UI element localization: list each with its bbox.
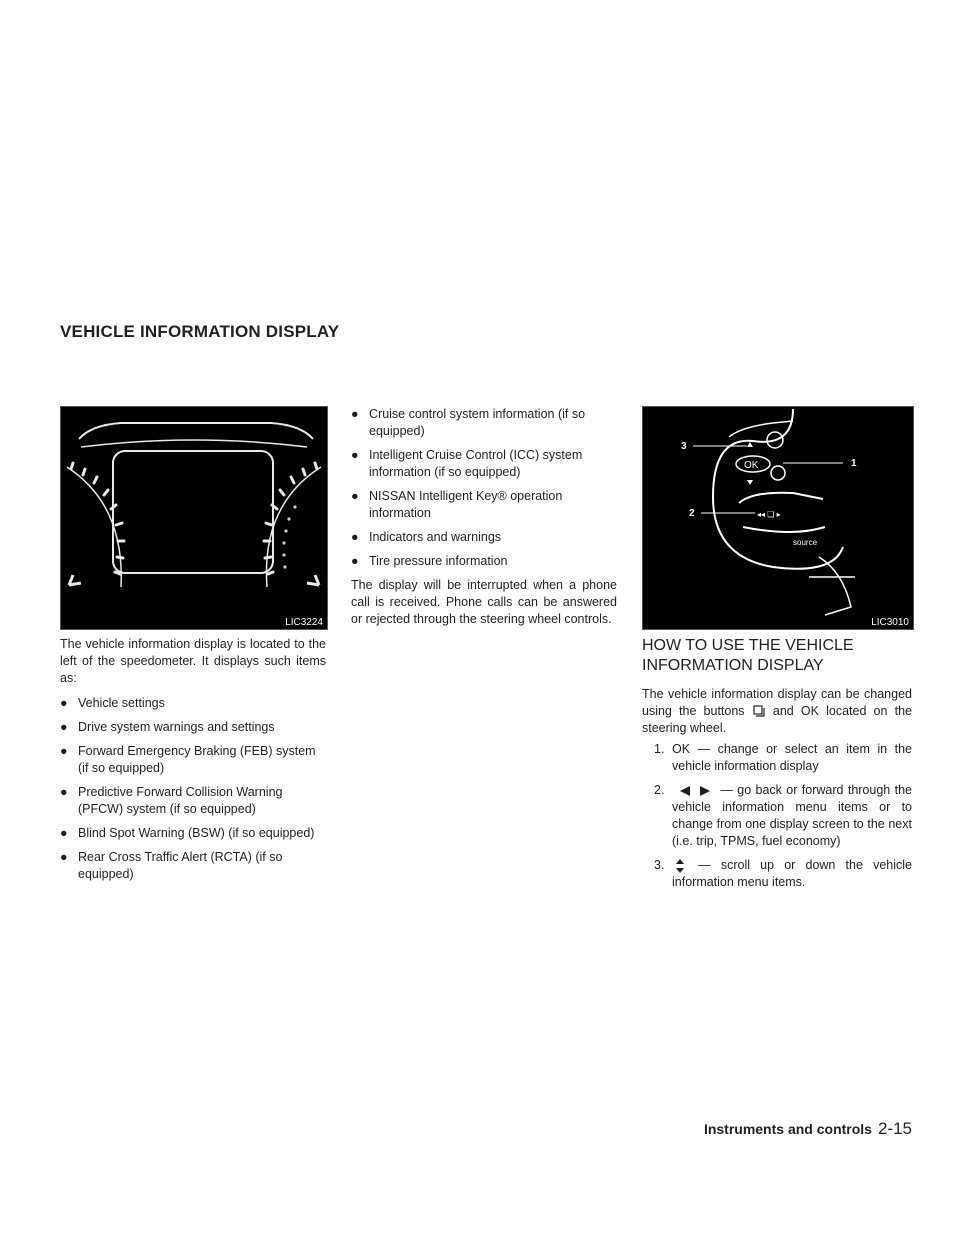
- source-button-label: source: [793, 538, 818, 547]
- instrument-cluster-illustration: [61, 407, 327, 629]
- list-item: 1. OK — change or select an item in the vehicle information display: [654, 742, 912, 773]
- list-item: ● Drive system warnings and settings: [60, 720, 275, 734]
- list-item: ● Forward Emergency Braking (FEB) system (if so equipped): [60, 744, 316, 775]
- ok-button-label: OK: [744, 460, 759, 471]
- figure-label: LIC3224: [285, 617, 323, 628]
- right-arrow-icon: [694, 785, 716, 797]
- display-items-list-continued: [351, 406, 617, 570]
- section-title: VEHICLE INFORMATION DISPLAY: [60, 322, 340, 341]
- list-item: ● Vehicle settings: [60, 696, 165, 710]
- list-item: ● Intelligent Cruise Control (ICC) system information (if so equipped): [351, 448, 583, 479]
- list-item: ● Predictive Forward Collision Warning (PFCW) system (if so equipped): [60, 785, 283, 816]
- up-down-arrow-icon: [672, 858, 688, 874]
- list-item: ● NISSAN Intelligent Key® operation information: [351, 489, 563, 520]
- list-item: 2. — go back or forward through the vehicle information menu items or to change from one display screen to the next (i.e. trip, TPMS, fuel economy): [654, 783, 912, 848]
- phone-call-paragraph: The display will be interrupted when a phone call is received. Phone calls can be answered or rejected through the steering wheel controls.: [351, 578, 617, 626]
- how-to-steps: [642, 741, 912, 891]
- steering-controls-figure: [642, 406, 914, 630]
- column-3: [642, 636, 912, 898]
- callout-1: 1: [851, 458, 857, 469]
- steering-controls-illustration: [643, 407, 913, 629]
- column-2: [351, 406, 617, 628]
- page-number: 2-15: [877, 1119, 912, 1138]
- svg-text:◂◂ ❏ ▸: ◂◂ ❏ ▸: [757, 510, 781, 519]
- page-footer: [704, 1119, 912, 1139]
- menu-back-icon: [752, 705, 766, 719]
- left-arrow-icon: [672, 785, 694, 797]
- intro-paragraph: The vehicle information display is located to the left of the speedometer. It displays such items as:: [60, 637, 326, 685]
- figure-label: LIC3010: [871, 617, 909, 628]
- how-to-heading: HOW TO USE THE VEHICLE INFORMATION DISPLAY: [642, 637, 854, 674]
- list-item: 3. — scroll up or down the vehicle information menu items.: [654, 858, 912, 889]
- instrument-cluster-figure: [60, 406, 328, 630]
- display-items-list: [60, 695, 326, 883]
- how-to-intro: The vehicle information display can be changed using the buttons and OK located on the steering wheel.: [642, 687, 912, 735]
- callout-2: 2: [689, 508, 695, 519]
- footer-section-name: Instruments and controls: [703, 1121, 872, 1137]
- list-item: ● Indicators and warnings: [351, 530, 502, 544]
- column-1: [60, 636, 326, 890]
- list-item: ● Rear Cross Traffic Alert (RCTA) (if so equipped): [60, 850, 283, 881]
- list-item: ● Cruise control system information (if so equipped): [351, 407, 586, 438]
- callout-3: 3: [681, 441, 687, 452]
- list-item: ● Blind Spot Warning (BSW) (if so equipped): [60, 826, 315, 840]
- list-item: ● Tire pressure information: [351, 554, 508, 568]
